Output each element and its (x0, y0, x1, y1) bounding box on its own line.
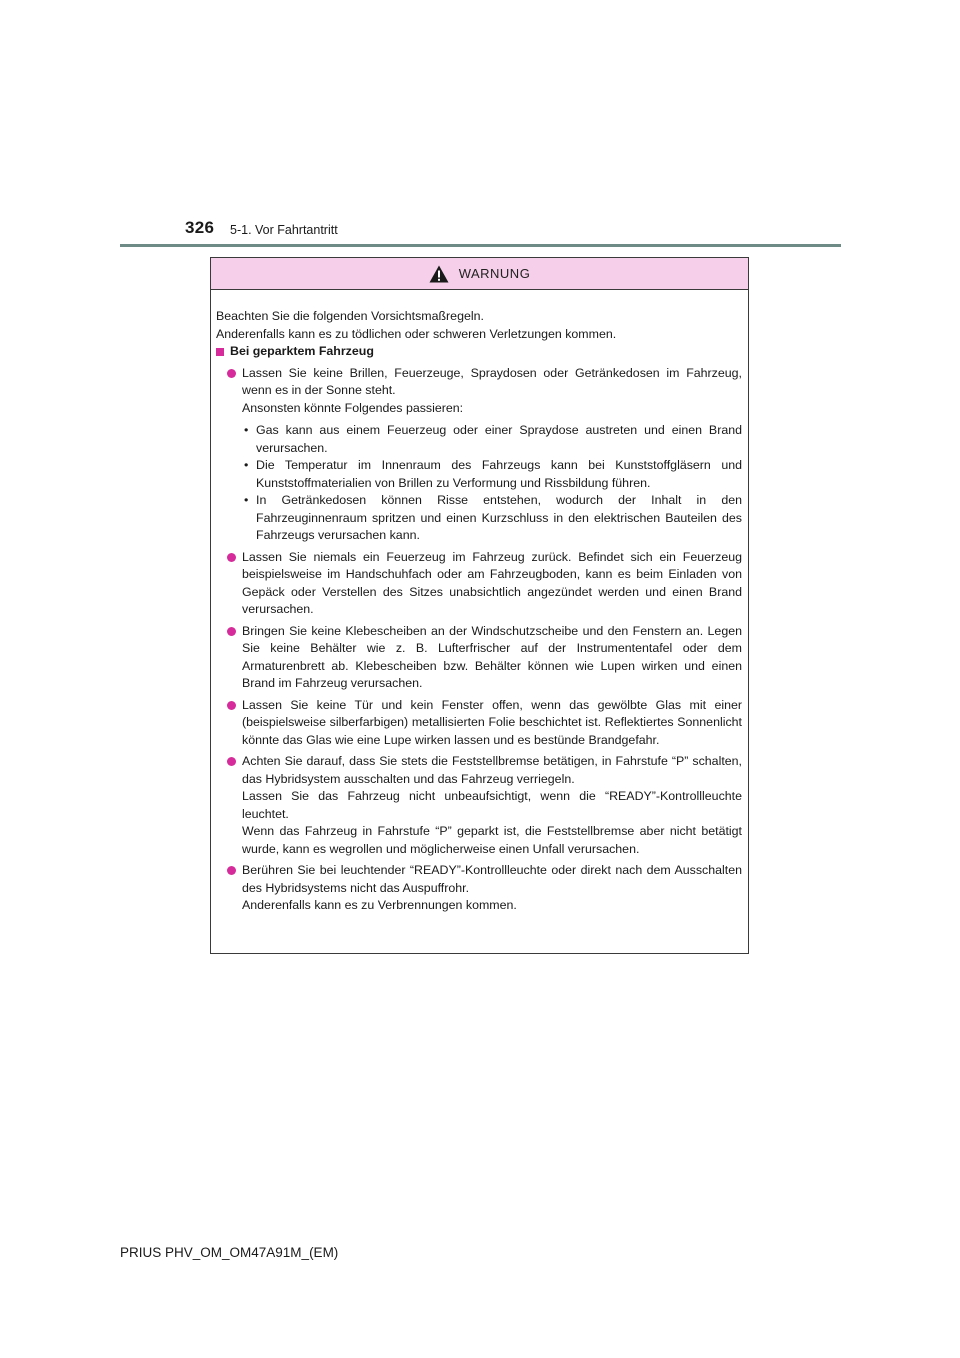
item-extra: Wenn das Fahrzeug in Fahrstufe “P” geparkt ist, die Feststellbremse aber nicht betätigt wurde, kann es wegrollen und möglicherweise einen Unfall verursachen. (242, 824, 742, 856)
intro-line-1: Beachten Sie die folgenden Vorsichtsmaßregeln. (216, 309, 484, 323)
subheading (216, 343, 742, 361)
page-number: 326 (185, 218, 215, 237)
list-item (216, 549, 742, 619)
section-title: 5-1. Vor Fahrtantritt (230, 223, 338, 237)
small-bullet-icon: • (244, 458, 249, 472)
warning-header (211, 258, 748, 290)
warning-triangle-icon (429, 265, 449, 283)
list-item (216, 697, 742, 750)
dot-bullet-icon (227, 553, 236, 562)
sub-item-text: Gas kann aus einem Feuerzeug oder einer Spraydose austreten und einen Brand verursachen. (256, 423, 742, 455)
list-item (216, 753, 742, 858)
dot-bullet-icon (227, 866, 236, 875)
document-code: PRIUS PHV_OM_OM47A91M_(EM) (120, 1245, 339, 1260)
item-extra: Ansonsten könnte Folgendes passieren: (242, 400, 464, 415)
sub-list-item (242, 457, 742, 492)
intro-line-2: Anderenfalls kann es zu tödlichen oder schweren Verletzungen kommen. (216, 326, 617, 341)
square-bullet-icon (216, 348, 224, 356)
header-rule (120, 244, 841, 247)
dot-bullet-icon (227, 627, 236, 636)
sub-item-text: In Getränkedosen können Risse entstehen, wodurch der Inhalt in den Fahrzeuginnenraum spritzen und einen Kurzschluss in den elektrischen Bauteilen des Fahrzeugs verursachen kann. (256, 493, 742, 542)
item-text: Berühren Sie bei leuchtender “READY”-Kontrollleuchte oder direkt nach dem Ausschalten des Hybridsystems nicht das Auspuffrohr. (242, 863, 742, 895)
dot-bullet-icon (227, 757, 236, 766)
list-item (216, 365, 742, 545)
warning-body (211, 290, 748, 915)
warning-box (210, 257, 749, 954)
item-extra: Anderenfalls kann es zu Verbrennungen kommen. (242, 898, 517, 912)
subheading-text: Bei geparktem Fahrzeug (230, 344, 374, 358)
sub-list-item (242, 422, 742, 457)
warning-title: WARNUNG (458, 266, 531, 281)
dot-bullet-icon (227, 701, 236, 710)
item-text: Lassen Sie keine Brillen, Feuerzeuge, Spraydosen oder Getränkedosen im Fahrzeug, wenn es in der Sonne steht. (242, 365, 742, 397)
list-item (216, 623, 742, 693)
item-text: Lassen Sie niemals ein Feuerzeug im Fahrzeug zurück. Befindet sich ein Feuerzeug beispielsweise im Handschuhfach oder am Fahrzeugboden, kann es beim Einladen von Gepäck oder Verstellen des Sitzes unabsichtlich angezündet werden und einen Brand verursachen. (242, 549, 742, 616)
item-text: Bringen Sie keine Klebescheiben an der Windschutzscheibe und den Fenstern an. Legen Sie keine Behälter wie z. B. Lufterfrischer auf der Instrumententafel oder dem Armaturenbrett ab. Klebescheiben bzw. Behälter können wie Lupen wirken und einen Brand im Fahrzeug verursachen. (242, 623, 742, 690)
small-bullet-icon: • (244, 493, 249, 507)
item-text: Lassen Sie keine Tür und kein Fenster offen, wenn das gewölbte Glas mit einer (beispielsweise silberfarbigen) metallisierten Folie beschichtet ist. Reflektiertes Sonnenlicht könnte das Glas wie eine Lupe wirken lassen und es bestünde Brandgefahr. (242, 697, 742, 747)
dot-bullet-icon (227, 369, 236, 378)
sub-item-text: Die Temperatur im Innenraum des Fahrzeugs kann bei Kunststoffgläsern und Kunststoffmaterialien von Brillen zu Verformung und Rissbildung führen. (256, 458, 742, 490)
sub-list (242, 422, 742, 545)
item-text: Achten Sie darauf, dass Sie stets die Feststellbremse betätigen, in Fahrstufe “P” schalten, das Hybridsystem ausschalten und das Fahrzeug verriegeln. (242, 754, 742, 786)
sub-list-item (242, 492, 742, 545)
item-extra: Lassen Sie das Fahrzeug nicht unbeaufsichtigt, wenn die “READY”-Kontrollleuchte leuchtet. (242, 789, 742, 821)
list-item (216, 862, 742, 915)
small-bullet-icon: • (244, 423, 249, 437)
